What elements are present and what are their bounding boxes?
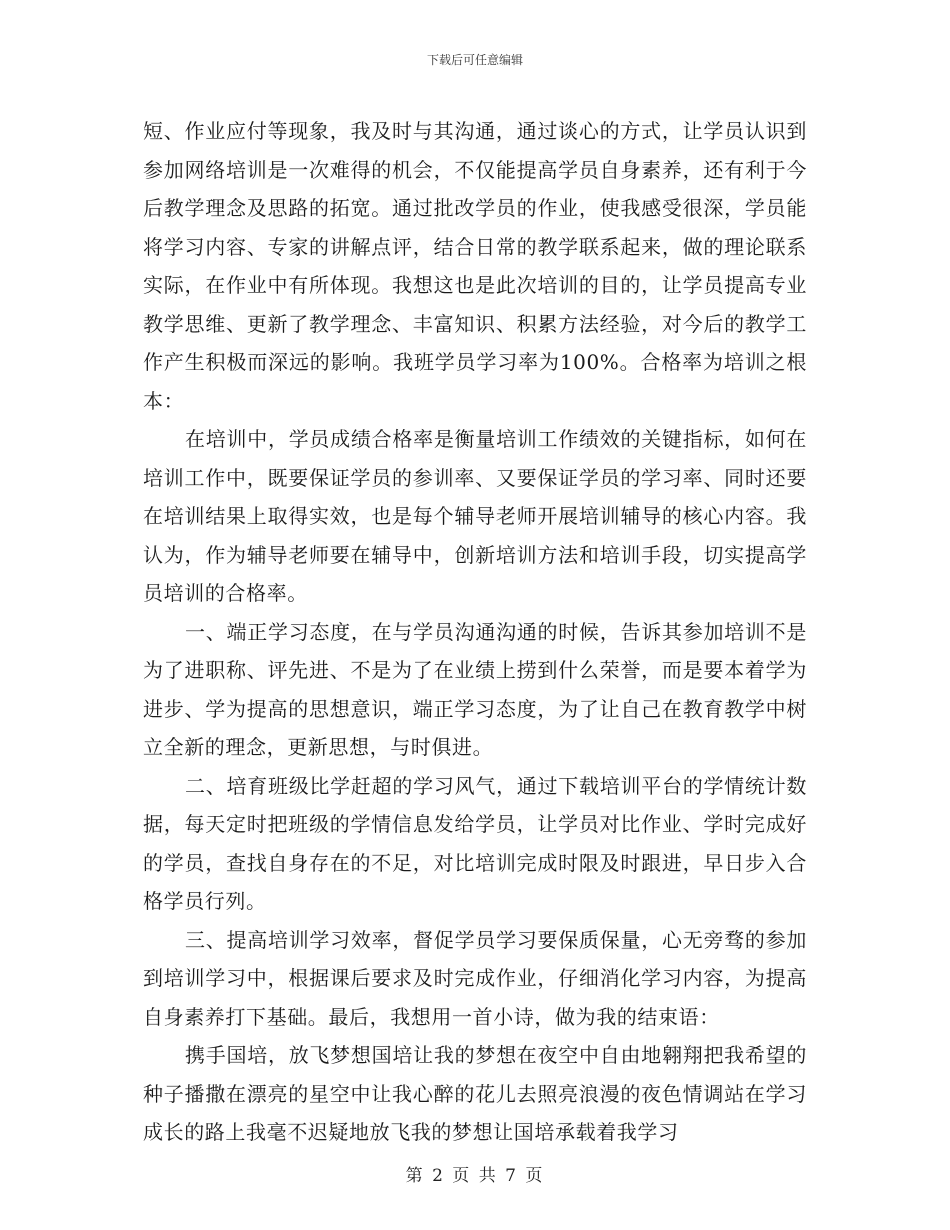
paragraph-point-two: 二、培育班级比学赶超的学习风气，通过下载培训平台的学情统计数据，每天定时把班级的学情信息发给学员，让学员对比作业、学时完成好的学员，查找自身存在的不足，对比培训完成时限及时跟进，早日步入合格学员行列。 [143,773,807,913]
paragraph-poem: 携手国培，放飞梦想国培让我的梦想在夜空中自由地翱翔把我希望的种子播撒在漂亮的星空中让我心醉的花儿去照亮浪漫的夜色情调站在学习成长的路上我毫不迟疑地放飞我的梦想让国培承载着我学习 [143,1043,807,1144]
paragraph-pass-rate: 在培训中，学员成绩合格率是衡量培训工作绩效的关键指标，如何在培训工作中，既要保证学员的参训率、又要保证学员的学习率、同时还要在培训结果上取得实效，也是每个辅导老师开展培训辅导的核心内容。我认为，作为辅导老师要在辅导中，创新培训方法和培训手段，切实提高学员培训的合格率。 [143,427,807,605]
paragraph-point-three: 三、提高培训学习效率，督促学员学习要保质保量，心无旁骛的参加到培训学习中，根据课后要求及时完成作业，仔细消化学习内容，为提高自身素养打下基础。最后，我想用一首小诗，做为我的结束语： [143,927,807,1029]
paragraph-continuation: 短、作业应付等现象，我及时与其沟通，通过谈心的方式，让学员认识到参加网络培训是一次难得的机会，不仅能提高学员自身素养，还有利于今后教学理念及思路的拓宽。通过批改学员的作业，使我感受很深，学员能将学习内容、专家的讲解点评，结合日常的教学联系起来，做的理论联系实际，在作业中有所体现。我想这也是此次培训的目的，让学员提高专业教学思维、更新了教学理念、丰富知识、积累方法经验，对今后的教学工作产生积极而深远的影响。我班学员学习率为100%。合格率为培训之根本： [143,119,807,413]
document-body [143,112,807,1152]
page-number: 第 2 页 共 7 页 [405,1166,545,1186]
paragraph-point-one: 一、端正学习态度，在与学员沟通沟通的时候，告诉其参加培训不是为了进职称、评先进、不是为了在业绩上捞到什么荣誉，而是要本着学为进步、学为提高的思想意识，端正学习态度，为了让自己在教育教学中树立全新的理念，更新思想，与时俱进。 [143,619,807,759]
page-header: 下载后可任意编辑 [426,53,523,67]
